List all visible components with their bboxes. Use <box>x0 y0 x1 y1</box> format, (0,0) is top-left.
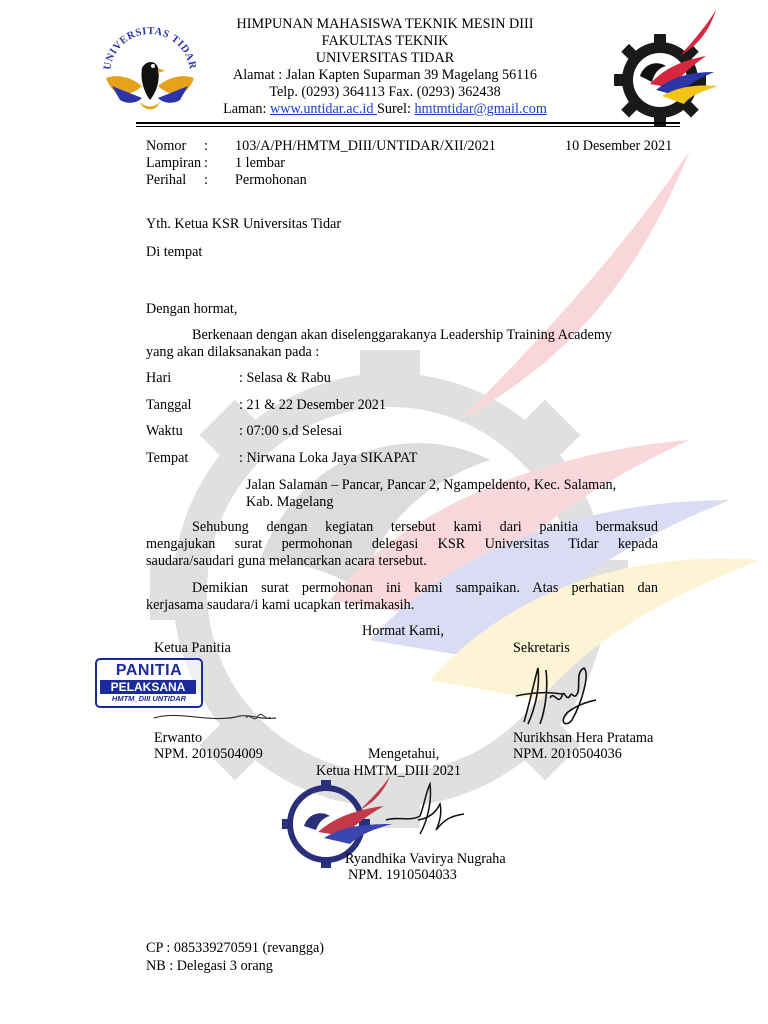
letterhead <box>180 16 590 118</box>
chairman-signature <box>380 776 470 846</box>
left-signature <box>150 690 280 730</box>
intro-line-1: Berkenaan dengan akan diselenggarakanya Leadership Training Academy <box>192 327 612 343</box>
left-signer-title: Ketua Panitia <box>154 640 231 656</box>
chairman-name: Ryandhika Vavirya Nugraha <box>345 851 506 867</box>
para2-line-2: mengajukan surat permohonan delegasi KSR Universitas Tidar kepada <box>146 536 658 552</box>
meta-nomor <box>146 138 496 155</box>
para2-line-3: saudara/saudari guna melancarkan acara tersebut. <box>146 553 427 569</box>
lampiran-label: Lampiran <box>146 155 202 171</box>
para2-line-1: Sehubung dengan kegiatan tersebut kami dari panitia bermaksud <box>192 519 658 535</box>
detail-value: : Nirwana Loka Jaya SIKAPAT <box>239 450 418 466</box>
letter-date: 10 Desember 2021 <box>565 138 673 154</box>
recipient: Yth. Ketua KSR Universitas Tidar <box>146 216 342 232</box>
acknowledged-label: Mengetahui, <box>368 746 440 762</box>
meta-lampiran <box>146 155 285 172</box>
note: NB : Delegasi 3 orang <box>146 958 273 974</box>
website-link[interactable]: www.untidar.ac.id <box>269 101 378 117</box>
nomor-label: Nomor <box>146 138 187 154</box>
right-signature <box>510 662 600 732</box>
header-university: UNIVERSITAS TIDAR <box>315 50 455 66</box>
para3-line-1: Demikian surat permohonan ini kami sampaikan. Atas perhatian dan <box>192 580 658 596</box>
address-line-1: Jalan Salaman – Pancar, Pancar 2, Ngampeldento, Kec. Salaman, <box>246 477 617 493</box>
detail-value: : 07:00 s.d Selesai <box>239 423 343 439</box>
right-signer-name: Nurikhsan Hera Pratama <box>513 730 654 746</box>
surel-label: Surel: <box>377 101 415 117</box>
chairman-npm: NPM. 1910504033 <box>348 867 457 883</box>
header-address: Alamat : Jalan Kapten Suparman 39 Magelang 56116 <box>232 67 538 83</box>
left-signer-npm: NPM. 2010504009 <box>154 746 263 762</box>
logo-arc-text: UNIVERSITAS TIDAR <box>102 25 198 71</box>
lampiran-value: 1 lembar <box>235 155 286 171</box>
closing: Hormat Kami, <box>362 623 444 639</box>
para3-line-2: kerjasama saudara/i kami ucapkan terimakasih. <box>146 597 415 613</box>
detail-value: : 21 & 22 Desember 2021 <box>239 397 386 413</box>
detail-label: Hari <box>146 370 172 386</box>
chairman-title: Ketua HMTM_DIII 2021 <box>316 763 461 779</box>
detail-label: Waktu <box>146 423 183 439</box>
detail-label: Tempat <box>146 450 189 466</box>
laman-label: Laman: <box>223 101 270 117</box>
meta-perihal <box>146 172 307 189</box>
perihal-label: Perihal <box>146 172 187 188</box>
stamp-line-1: PANITIA <box>115 662 183 679</box>
intro-line-2: yang akan dilaksanakan pada : <box>146 344 320 360</box>
colon: : <box>204 155 208 171</box>
header-phone: Telp. (0293) 364113 Fax. (0293) 362438 <box>269 84 501 100</box>
right-signer-title: Sekretaris <box>513 640 570 656</box>
email-link[interactable]: hmtmtidar@gmail.com <box>414 101 547 117</box>
header-rule-thin <box>136 126 680 127</box>
header-faculty: FAKULTAS TEKNIK <box>321 33 449 49</box>
hmtm-logo <box>610 4 722 132</box>
header-rule <box>136 122 680 124</box>
header-web-line <box>180 101 590 118</box>
address-line-2: Kab. Magelang <box>246 494 334 510</box>
contact-person: CP : 085339270591 (revangga) <box>146 940 324 956</box>
stamp-line-3: HMTM_DIII UNTIDAR <box>111 694 187 703</box>
header-org: HIMPUNAN MAHASISWA TEKNIK MESIN DIII <box>236 16 534 32</box>
detail-value: : Selasa & Rabu <box>239 370 331 386</box>
right-signer-npm: NPM. 2010504036 <box>513 746 622 762</box>
left-signer-name: Erwanto <box>154 730 203 746</box>
greeting: Dengan hormat, <box>146 301 238 317</box>
detail-label: Tanggal <box>146 397 192 413</box>
stamp-line-2: PELAKSANA <box>100 680 196 694</box>
recipient-place: Di tempat <box>146 244 203 260</box>
colon: : <box>204 172 208 188</box>
nomor-value: 103/A/PH/HMTM_DIII/UNTIDAR/XII/2021 <box>235 138 496 154</box>
colon: : <box>204 138 208 154</box>
perihal-value: Permohonan <box>235 172 307 188</box>
